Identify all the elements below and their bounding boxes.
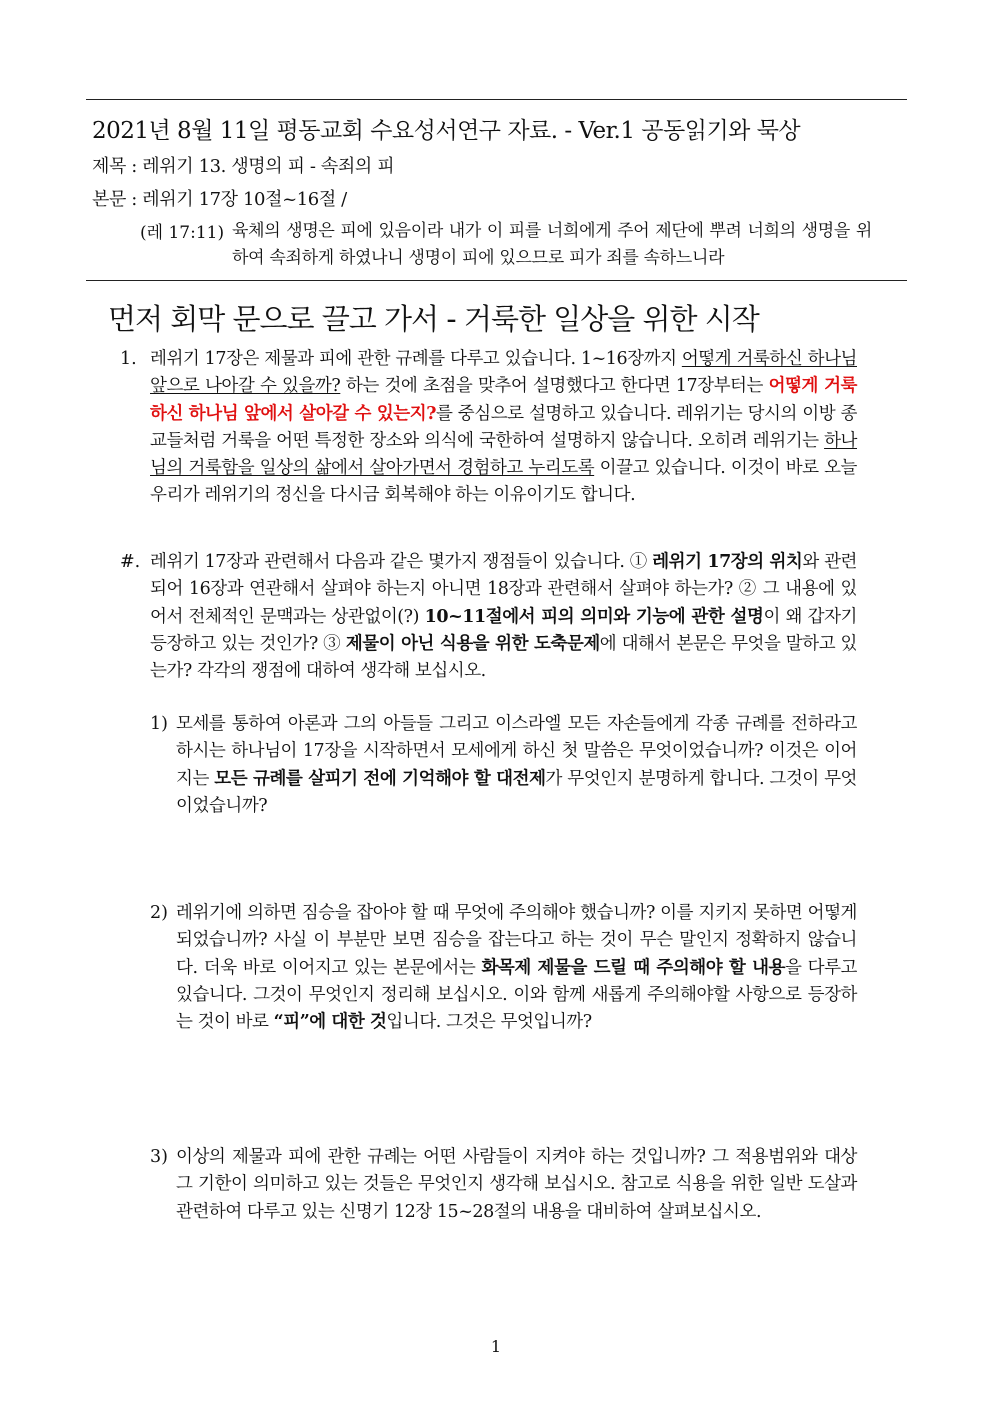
passage-line: 본문 : 레위기 17장 10절~16절 / [92,189,347,210]
paragraph-number: 1. [120,349,137,369]
verse-reference: (레 17:11) [140,223,225,243]
text-run: 입니다. 그것은 무엇입니까? [386,1012,592,1033]
page-number: 1 [490,1337,502,1356]
bold-phrase: 모든 규례를 살피기 전에 기억해야 할 대전제 [214,768,546,789]
bold-phrase: 제물이 아닌 식용을 위한 도축문제 [345,633,600,654]
text-run: 하는 것에 초점을 맞추어 설명했다고 한다면 17장부터는 [340,376,769,397]
top-rule [86,99,907,100]
paragraph-issues [150,549,857,685]
text-run: 을 다루고 있습니다. 그것이 무엇인지 정리해 보십시오. 이와 함께 새롭게 주의해야할 사항으로 등장하는 것이 바로 [176,957,857,1033]
paragraph-marker: #. [120,552,141,572]
question-number: 3) [150,1147,168,1167]
text-run: 와 관련되어 16장과 연관해서 살펴야 하는지 아니면 18장과 관련해서 살펴야 하는가? ② 그 내용에 있어서 전체적인 문맥과는 상관없이(?) [150,552,857,627]
subject-line: 제목 : 레위기 13. 생명의 피 - 속죄의 피 [92,156,395,177]
text-run: 이 왜 갑자기 등장하고 있는 것인가? ③ [150,606,857,654]
header-bottom-rule [86,280,907,281]
document-title: 2021년 8월 11일 평동교회 수요성서연구 자료. - Ver.1 공동읽기와 묵상 [92,118,801,144]
question-3 [176,1144,857,1226]
text-run: 레위기에 의하면 짐승을 잡아야 할 때 무엇에 주의해야 했습니까? 이를 지키지 못하면 어떻게 되었습니까? 사실 이 부분만 보면 짐승을 잡는다고 하는 것이 무슨 말인지 정확하지 않습니다. 더욱 바로 이어지고 있는 본문에서는 [176,903,857,978]
text-run: 레위기 17장과 관련해서 다음과 같은 몇가지 쟁점들이 있습니다. ① [150,552,653,572]
text-run: 레위기 17장은 제물과 피에 관한 규례를 다루고 있습니다. 1~16장까지 [150,349,682,369]
underlined-phrase: 어떻게 거룩하신 하나님 앞으로 나아갈 수 있을까? [150,349,857,397]
text-run: 모세를 통하여 아론과 그의 아들들 그리고 이스라엘 모든 자손들에게 각종 규례를 전하라고 하시는 하나님이 17장을 시작하면서 모세에게 하신 첫 말씀은 무엇이었습니까? 이것은 이어지는 [176,714,857,789]
text-run: 이끌고 있습니다. 이것이 바로 오늘 우리가 레위기의 정신을 다시금 회복해야 하는 이유이기도 합니다. [150,458,857,506]
text-run: 를 중심으로 설명하고 있습니다. 레위기는 당시의 이방 종교들처럼 거룩을 어떤 특정한 장소와 의식에 국한하여 설명하지 않습니다. 오히려 레위기는 [150,403,857,451]
bold-phrase: 화목제 제물을 드릴 때 주의해야 할 내용 [481,957,785,978]
text-run: 이상의 제물과 피에 관한 규례는 어떤 사람들이 지켜야 하는 것입니까? 그 적용범위와 대상 그 기한이 의미하고 있는 것들은 무엇인지 생각해 보십시오. 참고로 식용을 위한 일반 도살과 관련하여 다루고 있는 신명기 12장 15~28절의 내용을 대비하여 살펴보십시오. [176,1147,857,1222]
highlighted-phrase: 어떻게 거룩하신 하나님 앞에서 살아갈 수 있는지? [150,376,857,424]
text-run: 에 대해서 본문은 무엇을 말하고 있는가? 각각의 쟁점에 대하여 생각해 보십시오. [150,633,857,682]
verse-text: 육체의 생명은 피에 있음이라 내가 이 피를 너희에게 주어 제단에 뿌려 너희의 생명을 위하여 속죄하게 하였나니 생명이 피에 있으므로 피가 죄를 속하느니라 [232,221,872,268]
bold-phrase: 레위기 17장의 위치 [652,552,803,572]
question-1 [176,711,857,820]
question-number: 2) [150,903,168,923]
text-run: 가 무엇인지 분명하게 합니다. 그것이 무엇이었습니까? [176,768,857,816]
section-heading: 먼저 회막 문으로 끌고 가서 - 거룩한 일상을 위한 시작 [108,302,759,336]
underlined-phrase: 하나님의 거룩함을 일상의 삶에서 살아가면서 경험하고 누리도록 [150,430,857,479]
bold-phrase: 10~11절에서 피의 의미와 기능에 관한 설명 [424,606,764,627]
paragraph-intro [150,346,857,510]
question-2 [176,900,857,1036]
question-number: 1) [150,714,168,734]
bold-phrase: “피”에 대한 것 [273,1012,387,1033]
